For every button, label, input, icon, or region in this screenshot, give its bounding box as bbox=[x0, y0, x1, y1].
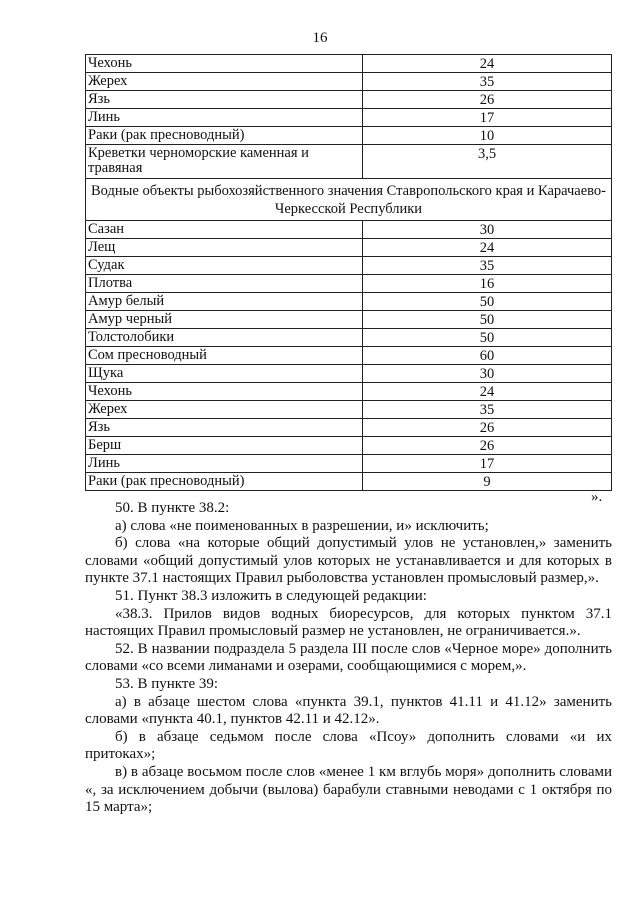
paragraph: в) в абзаце восьмом после слов «менее 1 км вглубь моря» дополнить словами «, за исключением добычи (вылова) барабули ставными неводами с 1 октября по 15 марта»; bbox=[85, 763, 612, 816]
species-name: Судак bbox=[86, 257, 363, 275]
species-name: Раки (рак пресноводный) bbox=[86, 127, 363, 145]
paragraph: б) слова «на которые общий допустимый улов не установлен,» заменить словами «общий допустимый улов которых не устанавливается и для которых в пункте 37.1 настоящих Правил рыболовства установлен промысловый размер,». bbox=[85, 535, 612, 587]
species-value: 35 bbox=[363, 73, 612, 91]
table-row bbox=[86, 293, 612, 311]
species-name: Чехонь bbox=[86, 55, 363, 73]
table-row bbox=[86, 365, 612, 383]
paragraph: «38.3. Прилов видов водных биоресурсов, для которых пунктом 37.1 настоящих Правил промысловый размер не установлен, не ограничивается.». bbox=[85, 605, 612, 640]
species-value: 17 bbox=[363, 455, 612, 473]
species-value: 24 bbox=[363, 55, 612, 73]
species-value: 35 bbox=[363, 257, 612, 275]
species-name: Линь bbox=[86, 455, 363, 473]
species-value: 16 bbox=[363, 275, 612, 293]
section-row bbox=[86, 179, 612, 221]
table-row bbox=[86, 419, 612, 437]
species-value: 24 bbox=[363, 383, 612, 401]
species-name: Язь bbox=[86, 91, 363, 109]
species-value: 10 bbox=[363, 127, 612, 145]
table-row bbox=[86, 275, 612, 293]
table-row bbox=[86, 109, 612, 127]
table-row bbox=[86, 145, 612, 179]
species-name: Щука bbox=[86, 365, 363, 383]
species-value: 35 bbox=[363, 401, 612, 419]
species-name: Раки (рак пресноводный) bbox=[86, 473, 363, 491]
species-value: 3,5 bbox=[363, 145, 612, 179]
species-value: 60 bbox=[363, 347, 612, 365]
species-value: 50 bbox=[363, 329, 612, 347]
species-value: 30 bbox=[363, 365, 612, 383]
species-value: 9 bbox=[363, 473, 612, 491]
paragraph: 50. В пункте 38.2: bbox=[115, 500, 230, 516]
species-name: Амур черный bbox=[86, 311, 363, 329]
species-value: 50 bbox=[363, 293, 612, 311]
species-name: Сазан bbox=[86, 221, 363, 239]
species-name: Линь bbox=[86, 109, 363, 127]
table-row bbox=[86, 221, 612, 239]
table-row bbox=[86, 473, 612, 491]
table-row bbox=[86, 127, 612, 145]
species-value: 26 bbox=[363, 419, 612, 437]
table-row bbox=[86, 311, 612, 329]
species-name: Амур белый bbox=[86, 293, 363, 311]
species-value: 24 bbox=[363, 239, 612, 257]
paragraph: а) слова «не поименованных в разрешении, и» исключить; bbox=[115, 517, 489, 534]
table-row bbox=[86, 437, 612, 455]
table-row bbox=[86, 55, 612, 73]
table-row bbox=[86, 73, 612, 91]
species-value: 50 bbox=[363, 311, 612, 329]
table-row bbox=[86, 91, 612, 109]
paragraph: 52. В названии подраздела 5 раздела III после слов «Черное море» дополнить словами «со всеми лиманами и озерами, сообщающимися с морем,». bbox=[85, 640, 612, 675]
species-name: Лещ bbox=[86, 239, 363, 257]
species-name: Язь bbox=[86, 419, 363, 437]
table-row bbox=[86, 383, 612, 401]
species-name: Жерех bbox=[86, 73, 363, 91]
table-row bbox=[86, 257, 612, 275]
paragraph: 53. В пункте 39: bbox=[115, 675, 219, 692]
species-name: Берш bbox=[86, 437, 363, 455]
closing-quote: ». bbox=[591, 489, 603, 505]
document-body bbox=[85, 500, 612, 817]
species-name: Сом пресноводный bbox=[86, 347, 363, 365]
paragraph: б) в абзаце седьмом после слова «Псоу» дополнить словами «и их притоках»; bbox=[85, 728, 612, 763]
species-name: Чехонь bbox=[86, 383, 363, 401]
table-row bbox=[86, 329, 612, 347]
table-row bbox=[86, 455, 612, 473]
page-number: 16 bbox=[312, 30, 328, 46]
table-row bbox=[86, 239, 612, 257]
species-name: Жерех bbox=[86, 401, 363, 419]
catch-size-table bbox=[85, 54, 612, 491]
section-heading: Водные объекты рыбохозяйственного значения Ставропольского края и Карачаево-Черкесской Республики bbox=[86, 179, 612, 221]
species-name: Креветки черноморские каменная и травяная bbox=[86, 145, 363, 179]
species-name: Толстолобики bbox=[86, 329, 363, 347]
species-value: 26 bbox=[363, 91, 612, 109]
species-value: 26 bbox=[363, 437, 612, 455]
paragraph: 51. Пункт 38.3 изложить в следующей редакции: bbox=[115, 587, 427, 604]
table-row bbox=[86, 347, 612, 365]
species-name: Плотва bbox=[86, 275, 363, 293]
table-row bbox=[86, 401, 612, 419]
paragraph: а) в абзаце шестом слова «пункта 39.1, пунктов 41.11 и 41.12» заменить словами «пункта 40.1, пунктов 42.11 и 42.12». bbox=[85, 693, 612, 728]
species-value: 17 bbox=[363, 109, 612, 127]
species-value: 30 bbox=[363, 221, 612, 239]
